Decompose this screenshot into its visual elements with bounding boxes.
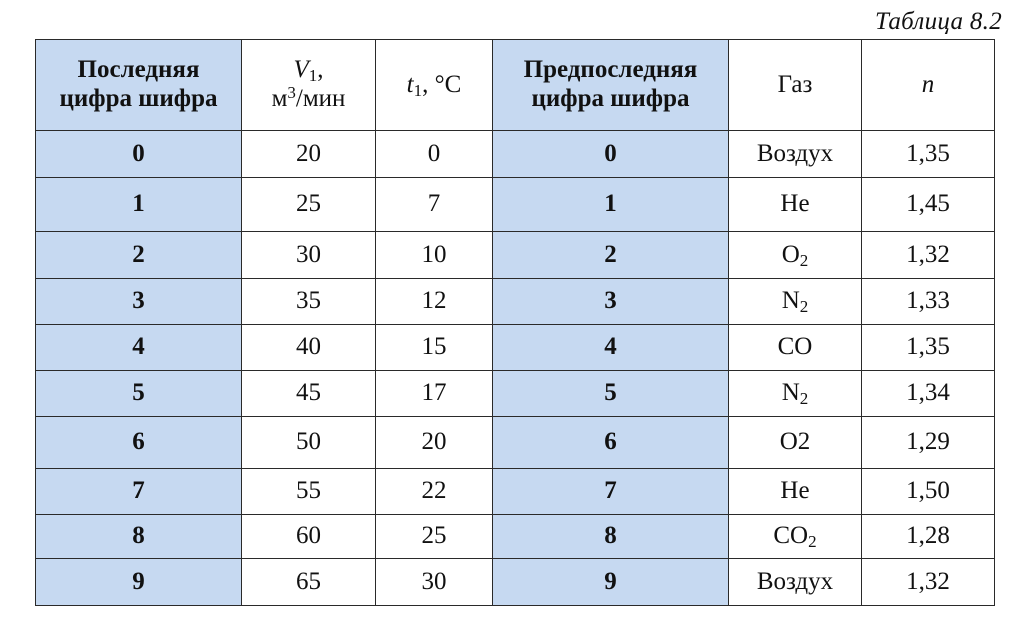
cell-prev-digit: 1 [493,178,729,232]
header-flow-unit: м [271,85,288,112]
table-row [36,559,995,606]
header-temp-unit: °C [434,70,462,98]
cell-last-digit: 0 [36,131,242,178]
header-temp-symbol: t [406,70,414,98]
gas-formula: CO [773,522,809,550]
table-row [36,469,995,515]
cell-prev-digit: 6 [493,417,729,469]
cell-last-digit: 2 [36,232,242,279]
gas-formula: O [781,240,800,268]
gas-formula-sub: 2 [808,532,817,552]
cell-last-digit: 8 [36,515,242,559]
cell-temperature: 0 [376,131,493,178]
gas-formula-sub: 2 [799,250,809,270]
cell-temperature: 12 [376,279,493,325]
cell-gas [729,417,862,469]
cell-temperature: 25 [376,515,493,559]
header-prev-digit: Предпоследняя цифра шифра [493,40,729,131]
cell-gas [729,131,862,178]
table-row [36,325,995,371]
cell-last-digit: 3 [36,279,242,325]
header-last-digit: Последняя цифра шифра [36,40,242,131]
cell-flow-rate: 45 [242,371,376,417]
header-flow-symbol: V [293,56,309,84]
table-row [36,232,995,279]
gas-formula: He [780,190,810,218]
cell-flow-rate: 50 [242,417,376,469]
cell-prev-digit: 5 [493,371,729,417]
cell-flow-rate: 55 [242,469,376,515]
cell-n: 1,33 [862,279,995,325]
cell-gas [729,232,862,279]
cell-gas [729,279,862,325]
cell-gas [729,178,862,232]
table-row [36,131,995,178]
cell-n: 1,29 [862,417,995,469]
table-row [36,515,995,559]
gas-formula: CO [777,333,813,361]
cell-flow-rate: 40 [242,325,376,371]
cell-n: 1,32 [862,232,995,279]
cell-flow-rate: 30 [242,232,376,279]
header-flow-sub: 1 [308,66,318,86]
header-n: n [862,40,995,131]
cell-prev-digit: 0 [493,131,729,178]
cell-gas [729,371,862,417]
header-gas: Газ [729,40,862,131]
gas-formula: Воздух [756,139,834,167]
gas-formula: He [780,477,810,505]
cell-temperature: 15 [376,325,493,371]
gas-formula: N [781,379,800,407]
cell-gas [729,559,862,606]
cell-n: 1,35 [862,131,995,178]
cell-temperature: 20 [376,417,493,469]
cell-temperature: 30 [376,559,493,606]
cell-prev-digit: 2 [493,232,729,279]
cell-temperature: 10 [376,232,493,279]
cell-last-digit: 7 [36,469,242,515]
data-table [35,39,995,606]
cell-prev-digit: 4 [493,325,729,371]
cell-temperature: 17 [376,371,493,417]
table-row [36,279,995,325]
cell-n: 1,28 [862,515,995,559]
cell-prev-digit: 7 [493,469,729,515]
gas-formula-sub: 2 [799,389,809,409]
cell-last-digit: 1 [36,178,242,232]
cell-flow-rate: 60 [242,515,376,559]
cell-flow-rate: 65 [242,559,376,606]
cell-n: 1,32 [862,559,995,606]
cell-flow-rate: 25 [242,178,376,232]
gas-formula: Воздух [756,567,834,595]
table-row [36,371,995,417]
cell-n: 1,45 [862,178,995,232]
header-flow-rate: $V_1$, $м^3$/мин [242,40,376,131]
cell-gas [729,469,862,515]
cell-last-digit: 5 [36,371,242,417]
table-caption: Таблица 8.2 [875,8,1002,35]
gas-formula-sub: 2 [799,297,809,317]
cell-n: 1,35 [862,325,995,371]
cell-flow-rate: 20 [242,131,376,178]
cell-n: 1,34 [862,371,995,417]
table-row [36,178,995,232]
cell-prev-digit: 8 [493,515,729,559]
cell-last-digit: 6 [36,417,242,469]
cell-gas [729,325,862,371]
cell-last-digit: 9 [36,559,242,606]
cell-temperature: 7 [376,178,493,232]
cell-n: 1,50 [862,469,995,515]
header-flow-unit-post: /мин [295,85,346,112]
header-temp-sub: 1 [413,80,423,100]
cell-last-digit: 4 [36,325,242,371]
gas-formula: N [781,287,800,315]
table-row [36,417,995,469]
cell-prev-digit: 3 [493,279,729,325]
header-flow-unit-sup: 3 [287,83,296,102]
gas-formula: O2 [779,428,811,456]
header-temperature: $t_1$, °C [376,40,493,131]
cell-prev-digit: 9 [493,559,729,606]
cell-gas [729,515,862,559]
header-row [36,40,995,131]
cell-temperature: 22 [376,469,493,515]
cell-flow-rate: 35 [242,279,376,325]
